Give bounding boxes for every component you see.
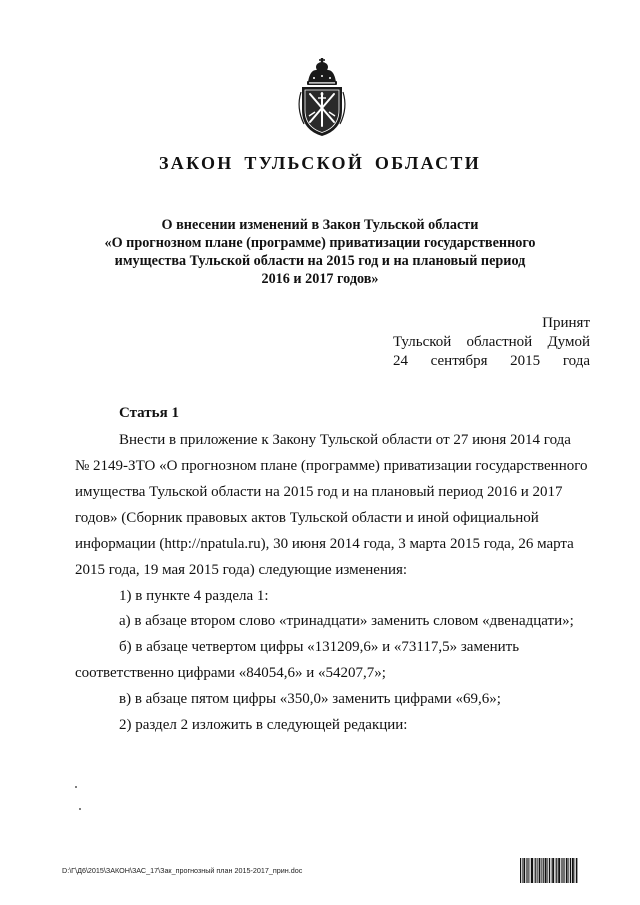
law-title: ЗАКОН ТУЛЬСКОЙ ОБЛАСТИ: [159, 153, 481, 173]
body-line: годов» (Сборник правовых актов Тульской области и иной официальной: [75, 510, 539, 526]
accepted-word: областной: [466, 334, 533, 350]
subtitle-line: 2016 и 2017 годов»: [261, 271, 379, 287]
body-line: 2015 года, 19 мая 2015 года) следующие изменения:: [75, 562, 408, 578]
body-line: соответственно цифрами «84054,6» и «54207,7»;: [75, 665, 386, 681]
body-line: в) в абзаце пятом цифры «350,0» заменить цифрами «69,6»;: [119, 691, 501, 707]
footer-file-path: D:\Г\Д6\2015\ЗАКОН\ЗАС_17\Зак_прогнозный план 2015-2017_прин.doc: [62, 866, 303, 875]
body-line: информации (http://npatula.ru), 30 июня 2014 года, 3 марта 2015 года, 26 марта: [75, 536, 574, 552]
accepted-word: 2015: [510, 353, 541, 369]
accepted-word: Тульской: [393, 334, 452, 350]
body-line: 2) раздел 2 изложить в следующей редакции:: [119, 717, 408, 733]
body-line: Внести в приложение к Закону Тульской области от 27 июня 2014 года: [119, 432, 571, 448]
accepted-word: сентября: [430, 353, 488, 369]
tula-coat-of-arms-icon: [294, 58, 350, 138]
body-line: 1) в пункте 4 раздела 1:: [119, 588, 269, 604]
article-heading: Статья 1: [119, 405, 179, 421]
scan-speck: [79, 808, 81, 810]
accepted-by: [393, 333, 590, 352]
accepted-block: [393, 314, 590, 371]
accepted-word: года: [562, 353, 590, 369]
body-line: № 2149-ЗТО «О прогнозном плане (программе) приватизации государственного: [75, 458, 588, 474]
body-line: имущества Тульской области на 2015 год и на плановый период 2016 и 2017: [75, 484, 563, 500]
body-line: б) в абзаце четвертом цифры «131209,6» и «73117,5» заменить: [119, 639, 520, 655]
body-line: а) в абзаце втором слово «тринадцати» заменить словом «двенадцати»;: [119, 613, 574, 629]
scan-speck: [75, 786, 77, 788]
accepted-date: [393, 352, 590, 371]
accepted-label: Принят: [542, 315, 590, 331]
accepted-word: 24: [393, 353, 408, 369]
accepted-word: Думой: [547, 334, 590, 350]
subtitle-line: «О прогнозном плане (программе) приватизации государственного: [104, 235, 536, 251]
barcode-icon: [520, 858, 578, 883]
subtitle-line: имущества Тульской области на 2015 год и на плановый период: [114, 253, 526, 269]
subtitle-line: О внесении изменений в Закон Тульской области: [161, 217, 479, 233]
